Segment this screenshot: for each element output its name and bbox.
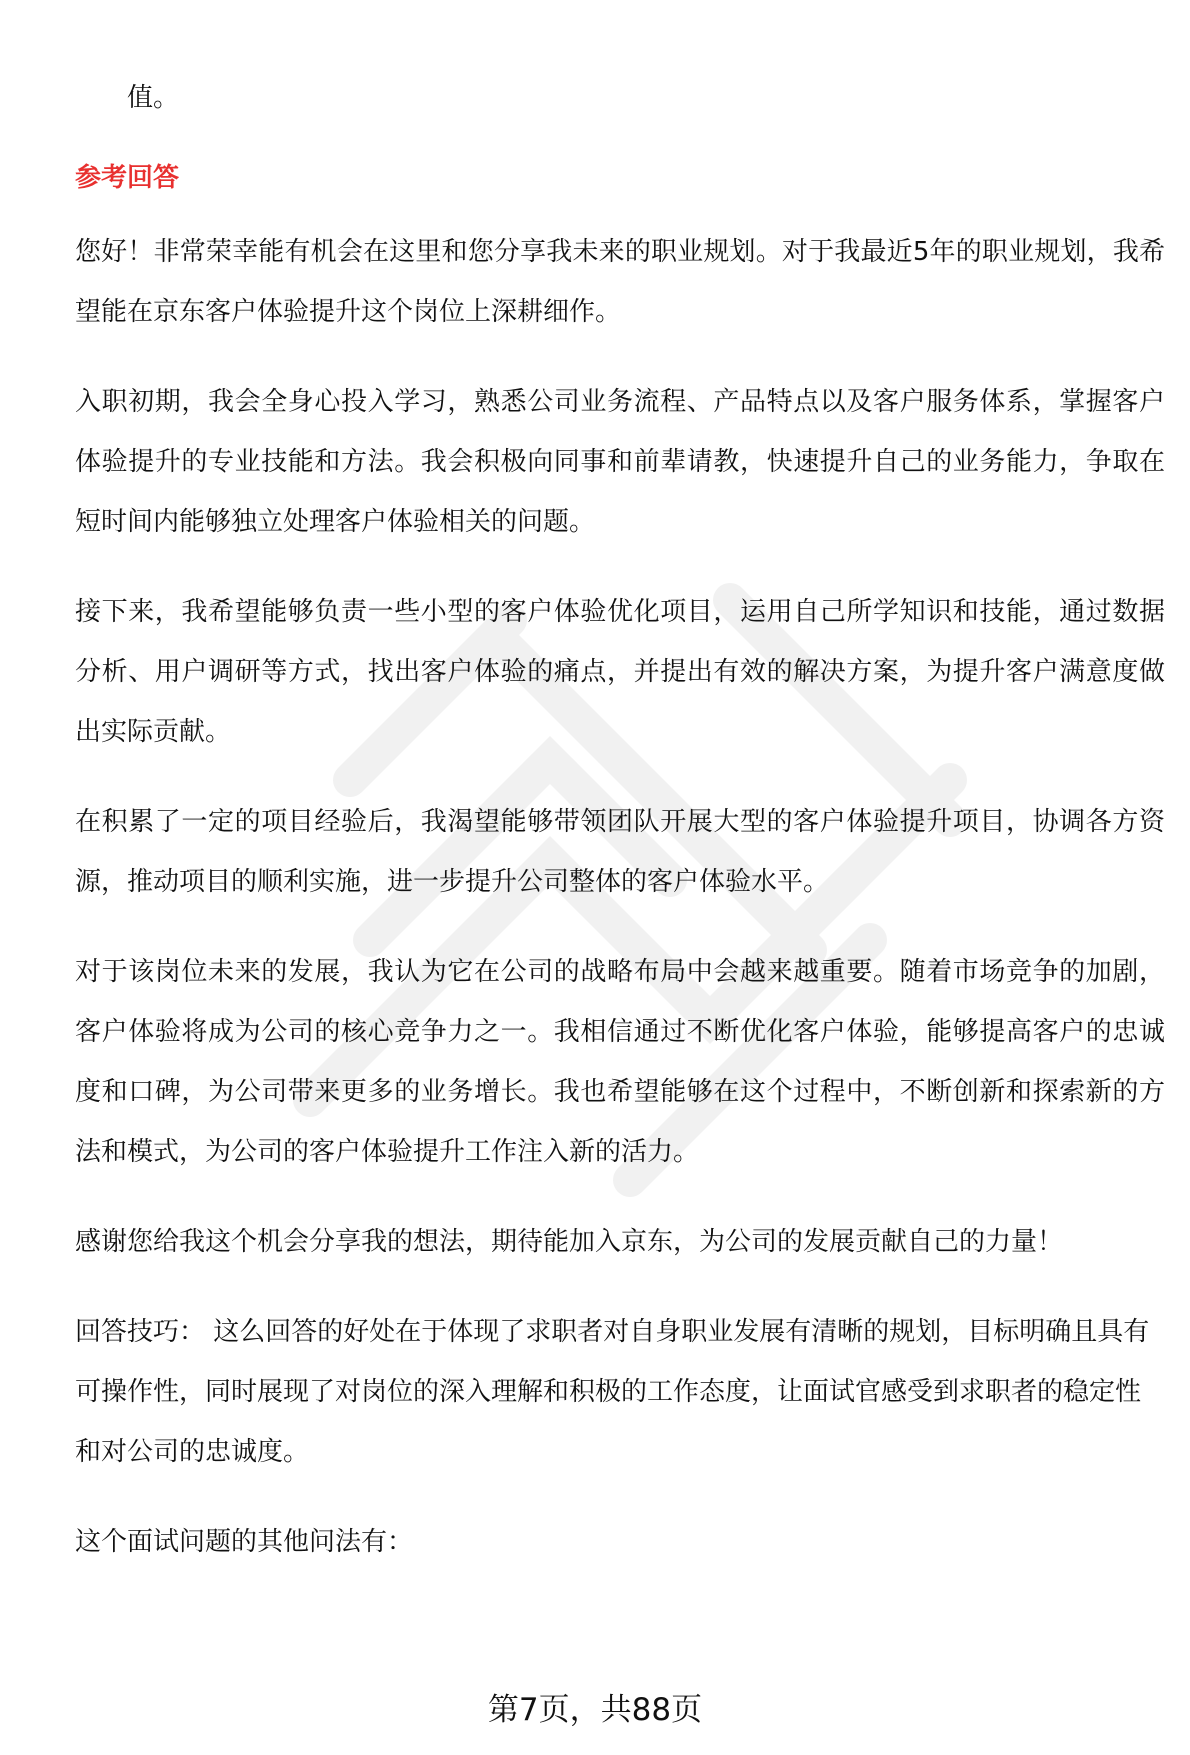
other-phrasings-label: 这个面试问题的其他问法有： bbox=[75, 1527, 414, 1557]
answer-tip: 回答技巧： 这么回答的好处在于体现了求职者对自身职业发展有清晰的规划，目标明确且具有可操作性，同时展现了对岗位的深入理解和积极的工作态度，让面试官感受到求职者的稳定性和对公司的忠诚度。 bbox=[75, 1317, 1150, 1467]
paragraph-2: 入职初期，我会全身心投入学习，熟悉公司业务流程、产品特点以及客户服务体系，掌握客户体验提升的专业技能和方法。我会积极向同事和前辈请教，快速提升自己的业务能力，争取在短时间内能够独立处理客户体验相关的问题。 bbox=[75, 387, 1165, 537]
document-content bbox=[75, 68, 1165, 1602]
paragraph-1: 您好！非常荣幸能有机会在这里和您分享我未来的职业规划。对于我最近5年的职业规划，我希望能在京东客户体验提升这个岗位上深耕细作。 bbox=[75, 237, 1165, 327]
section-heading: 参考回答 bbox=[75, 163, 180, 193]
paragraph-5: 对于该岗位未来的发展，我认为它在公司的战略布局中会越来越重要。随着市场竞争的加剧，客户体验将成为公司的核心竞争力之一。我相信通过不断优化客户体验，能够提高客户的忠诚度和口碑，为公司带来更多的业务增长。我也希望能够在这个过程中，不断创新和探索新的方法和模式，为公司的客户体验提升工作注入新的活力。 bbox=[75, 957, 1165, 1167]
paragraph-4: 在积累了一定的项目经验后，我渴望能够带领团队开展大型的客户体验提升项目，协调各方资源，推动项目的顺利实施，进一步提升公司整体的客户体验水平。 bbox=[75, 807, 1165, 897]
paragraph-3: 接下来，我希望能够负责一些小型的客户体验优化项目，运用自己所学知识和技能，通过数据分析、用户调研等方式，找出客户体验的痛点，并提出有效的解决方案，为提升客户满意度做出实际贡献。 bbox=[75, 597, 1165, 747]
continuation-text: 值。 bbox=[127, 83, 180, 113]
page-number: 第7页，共88页 bbox=[487, 1692, 703, 1728]
paragraph-6: 感谢您给我这个机会分享我的想法，期待能加入京东，为公司的发展贡献自己的力量！ bbox=[75, 1227, 1064, 1257]
